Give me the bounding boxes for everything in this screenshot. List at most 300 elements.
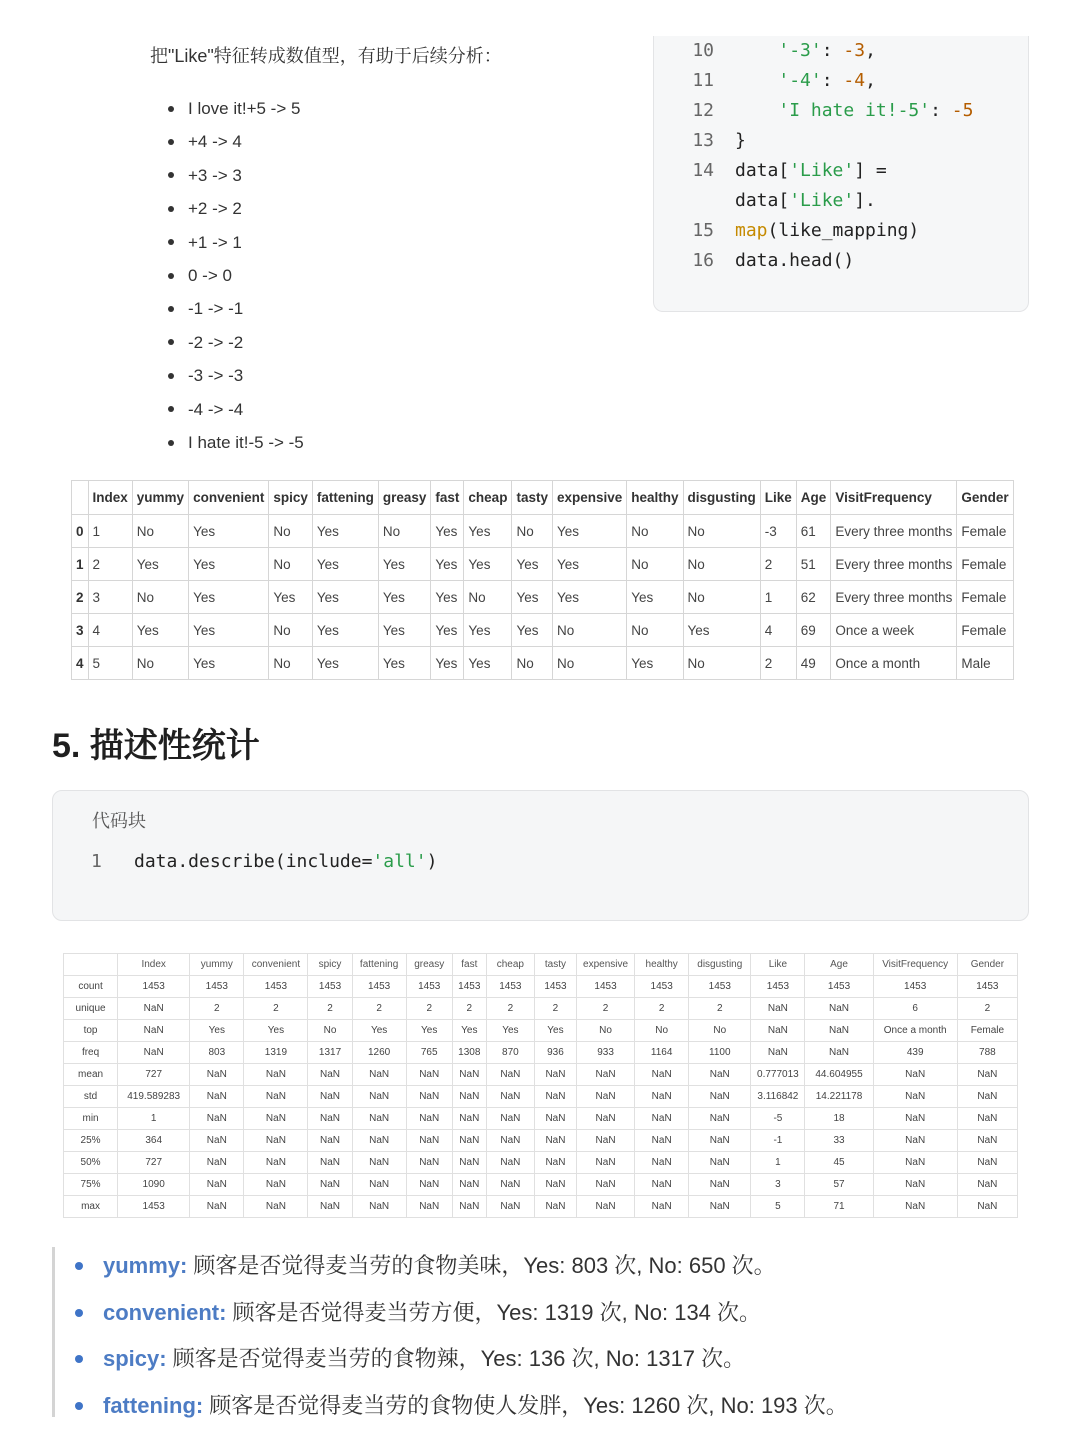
code-line [735,130,746,151]
table-cell: No [683,647,760,680]
bullet-icon [168,406,174,412]
mapping-text: I hate it!-5 -> -5 [188,432,304,452]
column-header: Like [760,481,796,515]
table-cell: NaN [957,1064,1017,1086]
table-cell: 0.777013 [751,1064,805,1086]
table-cell: 803 [190,1042,244,1064]
table-cell: 1 [751,1152,805,1174]
table-cell: 1319 [244,1042,308,1064]
table-cell: unique [64,998,118,1020]
table-cell: NaN [486,1196,534,1218]
table-cell: NaN [577,1152,635,1174]
table-cell: NaN [406,1086,452,1108]
code-token: data[ [735,190,790,211]
code-token: '-4' [778,70,822,91]
table-cell: No [512,647,553,680]
table-cell: 2 [760,647,796,680]
table-cell: NaN [751,1042,805,1064]
table-cell: NaN [577,1174,635,1196]
table-cell: NaN [452,1130,486,1152]
code-token [735,40,778,61]
table-cell: No [308,1020,352,1042]
note-text: 顾客是否觉得麦当劳的食物美味，Yes: 803 次, No: 650 次。 [193,1253,776,1278]
table-cell: NaN [873,1152,957,1174]
column-header: expensive [552,481,626,515]
code-line-number: 10 [692,40,714,61]
table-cell: Yes [132,614,188,647]
code-token: : [930,100,952,121]
table-cell: Yes [312,548,378,581]
code-line-number: 13 [692,130,714,151]
table-cell: NaN [577,1196,635,1218]
table-cell: 1453 [118,976,190,998]
code-token: -3 [843,40,866,61]
table-cell: NaN [352,1130,406,1152]
note-item [75,1290,848,1337]
table-cell: Yes [452,1020,486,1042]
column-header: disgusting [683,481,760,515]
table-cell: NaN [577,1108,635,1130]
table-cell: NaN [190,1064,244,1086]
table-cell: 2 [635,998,689,1020]
table-cell: Yes [552,515,626,548]
table-cell: 1453 [244,976,308,998]
table-cell: Yes [431,515,464,548]
code-line-number: 16 [692,250,714,271]
table-cell: Yes [534,1020,576,1042]
column-header: cheap [464,481,512,515]
table-cell: Yes [269,581,313,614]
notes-list [75,1243,848,1429]
table-cell: NaN [308,1086,352,1108]
table-cell: NaN [635,1174,689,1196]
table-cell: NaN [244,1064,308,1086]
table-cell: NaN [689,1108,751,1130]
mapping-item [168,159,304,192]
mapping-item [168,125,304,158]
mapping-text: I love it!+5 -> 5 [188,99,301,118]
table-cell: 1453 [957,976,1017,998]
table-cell: NaN [805,1042,873,1064]
code-line-number: 15 [692,220,714,241]
table-cell: NaN [873,1064,957,1086]
column-header: Gender [957,481,1013,515]
table-cell: NaN [635,1152,689,1174]
table-cell: NaN [308,1174,352,1196]
table-row [64,1174,1018,1196]
table-cell: NaN [308,1196,352,1218]
column-header: expensive [577,954,635,976]
table-cell: 5 [751,1196,805,1218]
column-header: spicy [269,481,313,515]
table-cell: 0 [72,515,89,548]
table-cell: 1453 [689,976,751,998]
table-cell: NaN [873,1086,957,1108]
mapping-text: +3 -> 3 [188,165,242,185]
code-token: data[ [735,160,790,181]
table-cell: Yes [244,1020,308,1042]
table-cell: No [269,548,313,581]
table-row [72,515,1014,548]
code-token: , [865,40,876,61]
table-cell: NaN [751,1020,805,1042]
bullet-icon [168,339,174,345]
table-row [72,614,1014,647]
table-cell: No [683,581,760,614]
table-cell: count [64,976,118,998]
table-cell: NaN [873,1108,957,1130]
mapping-item [168,359,304,392]
table-cell: NaN [635,1130,689,1152]
table-cell: freq [64,1042,118,1064]
table-cell: Once a week [831,614,957,647]
column-header: fast [452,954,486,976]
table-cell: 3.116842 [751,1086,805,1108]
table-cell: Yes [189,614,269,647]
bullet-icon [75,1309,83,1317]
table-cell: NaN [452,1174,486,1196]
table-cell: Every three months [831,515,957,548]
table-cell: NaN [751,998,805,1020]
table-cell: 1453 [577,976,635,998]
column-header: tasty [534,954,576,976]
code-token: data.head() [735,250,855,271]
table-cell: No [683,548,760,581]
column-header: Index [118,954,190,976]
table-cell: Yes [312,647,378,680]
table-cell: 1453 [406,976,452,998]
bullet-icon [168,172,174,178]
table-cell: No [132,515,188,548]
column-header: yummy [190,954,244,976]
section-title: 5. 描述性统计 [52,727,260,765]
table-cell: Yes [431,614,464,647]
code-line [735,160,887,181]
table-cell: top [64,1020,118,1042]
code-line [735,250,854,271]
table-cell: NaN [635,1064,689,1086]
table-cell: No [132,581,188,614]
table-cell: 1453 [873,976,957,998]
table-cell: NaN [635,1108,689,1130]
table-cell: 51 [796,548,831,581]
table-cell: NaN [244,1086,308,1108]
table-cell: NaN [190,1108,244,1130]
table-cell: Yes [189,515,269,548]
table-cell: NaN [190,1174,244,1196]
table-cell: 69 [796,614,831,647]
table-row [64,976,1018,998]
table-cell: 2 [689,998,751,1020]
mapping-item [168,92,304,125]
code-line [735,220,919,241]
table-cell: Yes [683,614,760,647]
table-cell: NaN [406,1174,452,1196]
table-cell: No [627,515,683,548]
table-cell: NaN [190,1086,244,1108]
quote-bar [52,1247,55,1417]
table-cell: NaN [406,1064,452,1086]
code-token: } [735,130,746,151]
table-cell: 788 [957,1042,1017,1064]
code-line-number: 1 [91,851,102,872]
table-cell: NaN [308,1108,352,1130]
table-row [72,581,1014,614]
table-cell: No [552,614,626,647]
table-cell: NaN [689,1064,751,1086]
mapping-item [168,259,304,292]
table-cell: NaN [957,1152,1017,1174]
code-token: 'Like' [789,160,855,181]
column-header: yummy [132,481,188,515]
table-cell: Yes [431,647,464,680]
table-cell: Yes [378,581,431,614]
table-cell: 62 [796,581,831,614]
mapping-text: +2 -> 2 [188,199,242,219]
code-token: 'all' [372,851,427,872]
table-cell: 75% [64,1174,118,1196]
table-cell: 1453 [452,976,486,998]
table-cell: NaN [452,1064,486,1086]
column-header: Gender [957,954,1017,976]
table-cell: 2 [190,998,244,1020]
table-cell: 1453 [635,976,689,998]
table-cell: NaN [190,1152,244,1174]
table-cell: 1453 [534,976,576,998]
code-token [735,100,778,121]
table-cell: NaN [452,1108,486,1130]
table-cell: 1100 [689,1042,751,1064]
table-row [72,548,1014,581]
table-cell: mean [64,1064,118,1086]
table-cell: Every three months [831,581,957,614]
bullet-icon [168,239,174,245]
mapping-item [168,326,304,359]
table-cell: NaN [689,1174,751,1196]
table-cell: NaN [352,1064,406,1086]
table-cell: NaN [452,1152,486,1174]
table-cell: NaN [534,1086,576,1108]
table-cell: NaN [118,1020,190,1042]
table-cell: Yes [464,548,512,581]
table-cell: 2 [760,548,796,581]
table-cell: NaN [873,1174,957,1196]
code-token: ]. [854,190,876,211]
table-cell: 933 [577,1042,635,1064]
table-cell: 1453 [486,976,534,998]
note-item [75,1383,848,1430]
table-cell: NaN [406,1152,452,1174]
table-cell: 1 [118,1108,190,1130]
bullet-icon [168,206,174,212]
table-cell: NaN [577,1130,635,1152]
describe-table [63,953,1018,1218]
code-token: '-3' [778,40,822,61]
table-header-row [64,954,1018,976]
column-header: fattening [312,481,378,515]
table-cell: NaN [689,1196,751,1218]
column-header: tasty [512,481,553,515]
table-cell: Yes [189,548,269,581]
table-cell: -3 [760,515,796,548]
table-row [64,1064,1018,1086]
table-cell: Yes [627,647,683,680]
table-row [64,1152,1018,1174]
table-cell: 3 [72,614,89,647]
table-cell: NaN [352,1196,406,1218]
table-cell: 4 [88,614,132,647]
column-header: convenient [189,481,269,515]
table-cell: Yes [552,548,626,581]
table-cell: Yes [512,581,553,614]
mapping-text: 0 -> 0 [188,265,232,285]
table-cell: 727 [118,1064,190,1086]
table-cell: 765 [406,1042,452,1064]
table-cell: NaN [534,1064,576,1086]
column-header: healthy [627,481,683,515]
mapping-item [168,226,304,259]
bullet-icon [168,273,174,279]
table-cell: No [627,548,683,581]
table-cell: Yes [378,548,431,581]
table-cell: No [269,515,313,548]
table-cell: No [627,614,683,647]
table-cell: NaN [308,1152,352,1174]
column-header: Like [751,954,805,976]
table-cell: Once a month [831,647,957,680]
table-cell: No [269,614,313,647]
table-cell: Yes [190,1020,244,1042]
column-header: Index [88,481,132,515]
table-cell: No [269,647,313,680]
table-cell: 2 [406,998,452,1020]
table-cell: NaN [452,1196,486,1218]
head-table [71,480,1014,680]
table-cell: 49 [796,647,831,680]
note-text: 顾客是否觉得麦当劳方便，Yes: 1319 次, No: 134 次。 [232,1299,762,1325]
table-cell: NaN [805,1020,873,1042]
code-token: : [821,40,844,61]
table-cell: NaN [534,1130,576,1152]
column-header: fast [431,481,464,515]
table-cell: No [577,1020,635,1042]
bullet-icon [75,1262,83,1270]
table-cell: Yes [312,515,378,548]
table-cell: 71 [805,1196,873,1218]
table-cell: 2 [244,998,308,1020]
bullet-icon [168,306,174,312]
table-cell: NaN [190,1130,244,1152]
table-cell: 1453 [190,976,244,998]
table-cell: NaN [352,1108,406,1130]
code-token: data.describe(include= [134,851,373,872]
table-cell: Yes [378,614,431,647]
code-token: map [735,220,768,241]
table-cell: 2 [534,998,576,1020]
table-cell: NaN [308,1064,352,1086]
column-header: VisitFrequency [873,954,957,976]
table-cell: NaN [577,1086,635,1108]
table-cell: No [464,581,512,614]
table-cell: max [64,1196,118,1218]
table-cell: 14.221178 [805,1086,873,1108]
table-cell: 6 [873,998,957,1020]
table-cell: NaN [486,1064,534,1086]
mapping-text: -3 -> -3 [188,366,244,386]
column-header: VisitFrequency [831,481,957,515]
table-cell: NaN [957,1108,1017,1130]
table-cell: 44.604955 [805,1064,873,1086]
table-cell: No [552,647,626,680]
table-cell: NaN [406,1108,452,1130]
column-header [64,954,118,976]
table-cell: Female [957,1020,1017,1042]
table-cell: Yes [132,548,188,581]
table-cell: NaN [190,1196,244,1218]
note-term: yummy: [103,1253,188,1278]
code-token [735,70,778,91]
table-cell: 2 [352,998,406,1020]
table-cell: NaN [486,1086,534,1108]
table-cell: No [689,1020,751,1042]
table-cell: 419.589283 [118,1086,190,1108]
code-snippet-top [653,36,1029,312]
table-cell: NaN [352,1152,406,1174]
table-cell: 50% [64,1152,118,1174]
table-cell: Yes [431,581,464,614]
table-cell: NaN [635,1086,689,1108]
table-cell: 2 [486,998,534,1020]
table-cell: Yes [312,614,378,647]
note-item [75,1243,848,1290]
table-row [64,1196,1018,1218]
note-text: 顾客是否觉得麦当劳的食物辣，Yes: 136 次, No: 1317 次。 [172,1346,746,1371]
table-cell: 1317 [308,1042,352,1064]
bullet-icon [75,1402,83,1410]
table-cell: Yes [464,647,512,680]
code-token: 'Like' [789,190,855,211]
table-cell: min [64,1108,118,1130]
table-cell: NaN [534,1196,576,1218]
table-cell: -5 [751,1108,805,1130]
table-row [72,647,1014,680]
table-cell: NaN [635,1196,689,1218]
table-cell: Female [957,581,1013,614]
table-cell: Yes [312,581,378,614]
code-token: 'I hate it!-5' [778,100,931,121]
mapping-text: -1 -> -1 [188,299,244,319]
table-cell: NaN [118,998,190,1020]
table-cell: NaN [486,1152,534,1174]
table-cell: Yes [378,647,431,680]
table-cell: Female [957,614,1013,647]
table-cell: Yes [627,581,683,614]
code-block-label: 代码块 [92,811,146,831]
table-row [64,1086,1018,1108]
mapping-item [168,393,304,426]
table-cell: NaN [244,1174,308,1196]
table-cell: Yes [552,581,626,614]
table-cell: 1090 [118,1174,190,1196]
column-header: healthy [635,954,689,976]
note-item [75,1336,848,1383]
table-header-row [72,481,1014,515]
table-cell: NaN [118,1042,190,1064]
column-header: Age [796,481,831,515]
table-cell: 936 [534,1042,576,1064]
bullet-icon [168,106,174,112]
table-cell: Yes [464,515,512,548]
